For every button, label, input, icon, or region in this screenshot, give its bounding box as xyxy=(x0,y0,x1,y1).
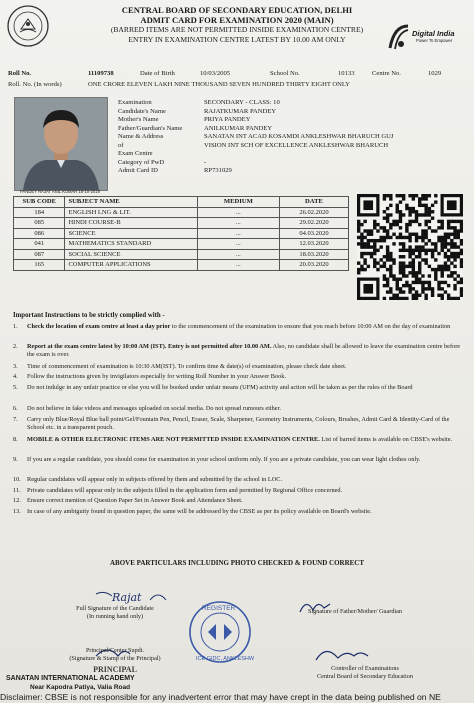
detail-value: RAJATKUMAR PANDEY xyxy=(204,107,277,115)
detail-label: Father/Guardian's Name xyxy=(118,124,183,132)
instruction-item xyxy=(13,323,465,331)
parent-signature-label: Signature of Father/Mother/ Guardian xyxy=(308,608,402,615)
instruction-item xyxy=(13,497,465,505)
barred-items-note: (BARRED ITEMS ARE NOT PERMITTED INSIDE EXAMINATION CENTRE) xyxy=(110,25,364,34)
subject-date: 26.02.2020 xyxy=(279,207,348,218)
col-date: DATE xyxy=(279,197,348,208)
detail-label: Admit Card ID xyxy=(118,167,158,174)
subject-medium: ... xyxy=(197,260,279,271)
board-name: CENTRAL BOARD OF SECONDARY EDUCATION, DELHI xyxy=(121,5,353,15)
instruction-item xyxy=(13,384,465,392)
school-stamp xyxy=(190,602,255,662)
subject-date: 20.03.2020 xyxy=(279,260,348,271)
col-sub-code: SUB CODE xyxy=(14,197,65,208)
instruction-item xyxy=(13,456,465,464)
instruction-number: 8. xyxy=(13,436,18,443)
principal-stamp-line2: SANATAN INTERNATIONAL ACADEMY xyxy=(6,675,135,682)
subject-row xyxy=(14,228,349,239)
instruction-text: Carry only Blue/Royal Blue ball point/Gel/Fountain Pen, Pencil, Eraser, Scale, Sharpener, Geometry Instruments, Colours, Brushes, Admit Card & Identity-Card of the School etc. in a transparent pouch. xyxy=(27,416,450,431)
photo-caption: PANDEY RAJAT ANIL KUMAR 16-10-2019 xyxy=(20,189,100,194)
instruction-item xyxy=(13,436,465,444)
instruction-text: Private candidates will appear only in the subjects filled in the application form and permitted by Regional Office concerned. xyxy=(27,487,343,494)
candidate-signature-label: Full Signature of the Candidate xyxy=(76,605,154,612)
subject-medium: ... xyxy=(197,249,279,260)
instruction-number: 3. xyxy=(13,363,18,370)
subject-code: 184 xyxy=(14,207,65,218)
instruction-number: 4. xyxy=(13,373,18,380)
subject-date: 18.03.2020 xyxy=(279,249,348,260)
stamp-top-text: REGISTER xyxy=(202,605,236,612)
subject-name: MATHEMATICS STANDARD xyxy=(65,239,197,250)
subject-name: ENGLISH LNG & LIT. xyxy=(65,207,197,218)
principal-stamp-line3: Near Kapodra Patiya, Valia Road xyxy=(30,684,131,691)
principal-stamp-line1: PRINCIPAL xyxy=(93,665,137,674)
instruction-number: 9. xyxy=(13,456,18,463)
detail-value: - xyxy=(204,158,207,166)
roll-words: ONE CRORE ELEVEN LAKH NINE THOUSAND SEVEN HUNDRED THIRTY EIGHT ONLY xyxy=(88,81,351,88)
instructions-heading: Important Instructions to be strictly complied with - xyxy=(13,312,165,319)
instruction-item xyxy=(13,405,465,413)
instruction-text: If you are a regular candidate, you should come for examination in your school uniform only. If you are a private candidate, you can wear light clothes only. xyxy=(27,456,421,463)
instruction-item xyxy=(13,416,465,432)
col-subject-name: SUBJECT NAME xyxy=(65,197,197,208)
subject-row xyxy=(14,218,349,229)
subject-name: SOCIAL SCIENCE xyxy=(65,249,197,260)
detail-value: VISION INT SCH OF EXCELLENCE ANKLESHWAR BHARUCH xyxy=(204,141,389,149)
instruction-text: Follow the instructions given by invigilators especially for writing Roll Number in your Answer Book. xyxy=(27,373,287,380)
digital-india-tagline: Power To Empower xyxy=(416,38,453,43)
instruction-number: 1. xyxy=(13,323,18,330)
school-number: 10133 xyxy=(338,70,355,77)
particulars-checked-note: ABOVE PARTICULARS INCLUDING PHOTO CHECKED & FOUND CORRECT xyxy=(109,559,365,567)
detail-label: Candidate's Name xyxy=(118,107,166,115)
subject-row xyxy=(14,207,349,218)
subject-code: 041 xyxy=(14,239,65,250)
subject-medium: ... xyxy=(197,228,279,239)
subject-medium: ... xyxy=(197,207,279,218)
instruction-text: MOBILE & OTHER ELECTRONIC ITEMS ARE NOT PERMITTED INSIDE EXAMINATION CENTRE. List of barred items is available on CBSE's website. xyxy=(27,436,453,443)
qr-code xyxy=(357,194,463,300)
subject-name: HINDI COURSE-B xyxy=(65,218,197,229)
subject-row xyxy=(14,260,349,271)
detail-label: Category of PwD xyxy=(118,158,165,166)
principal-label: Principal/Center Supdt. xyxy=(85,647,145,654)
digital-india-text: Digital India xyxy=(412,29,455,38)
roll-number: 11109738 xyxy=(88,70,114,77)
instruction-item xyxy=(13,487,465,495)
instruction-text: Regular candidates will appear only in subjects offered by them and submitted by the school in LOC. xyxy=(27,476,283,483)
candidate-signature-text: Rajat xyxy=(112,591,142,604)
subject-medium: ... xyxy=(197,239,279,250)
detail-value: ANILKUMAR PANDEY xyxy=(204,124,273,132)
disclaimer-text: Disclaimer: CBSE is not responsible for any inadvertent error that may have crept in the data being published on NE xyxy=(0,692,441,702)
instruction-item xyxy=(13,373,465,381)
detail-value: PRIYA PANDEY xyxy=(204,116,251,123)
subject-name: COMPUTER APPLICATIONS xyxy=(65,260,197,271)
principal-sublabel: (Signature & Stamp of the Principal) xyxy=(69,655,161,662)
detail-label: of xyxy=(118,141,124,149)
instruction-text: Time of commencement of examination is 10:30 AM(IST). To confirm time & date(s) of examination, please check date sheet. xyxy=(27,363,347,370)
dob-value: 10/03/2005 xyxy=(200,70,231,77)
controller-sublabel: Central Board of Secondary Education xyxy=(317,673,413,680)
subjects-header-row xyxy=(14,197,349,208)
detail-value: SECONDARY - CLASS: 10 xyxy=(204,99,280,106)
dob-label: Date of Birth xyxy=(140,70,175,77)
detail-value: SANATAN INT ACAD KOSAMDI ANKLESHWAR BHARUCH GUJ xyxy=(204,133,394,140)
controller-label: Controller of Examinations xyxy=(331,665,399,672)
candidate-signature-sublabel: (In running hand only) xyxy=(86,613,144,620)
instruction-text: Do not believe in fake videos and messages uploaded on social media. Do not spread rumours either. xyxy=(27,405,281,412)
subjects-table xyxy=(13,196,349,271)
instruction-number: 2. xyxy=(13,343,18,350)
detail-label: Examination xyxy=(118,99,152,106)
subject-row xyxy=(14,239,349,250)
centre-number: 1029 xyxy=(428,70,442,77)
detail-label: Exam Centre xyxy=(118,150,153,157)
instruction-number: 11. xyxy=(13,487,21,494)
admit-card-title: ADMIT CARD FOR EXAMINATION 2020 (MAIN) xyxy=(140,15,334,25)
instruction-number: 5. xyxy=(13,384,18,391)
subject-row xyxy=(14,249,349,260)
instruction-text: Ensure correct mention of Question Paper Set in Answer Book and Attendance Sheet. xyxy=(27,497,243,504)
roll-label: Roll No. xyxy=(8,70,32,77)
instruction-number: 10. xyxy=(13,476,21,483)
instruction-item xyxy=(13,508,465,516)
instruction-number: 6. xyxy=(13,405,18,412)
instruction-text: Report at the exam centre latest by 10:00 AM (IST). Entry is not permitted after 10.00 AM. Also, no candidate shall be allowed to leave the examination centre before the exam is over. xyxy=(27,343,461,358)
subject-medium: ... xyxy=(197,218,279,229)
detail-label: Name & Address xyxy=(118,133,164,140)
detail-value: RP731029 xyxy=(204,167,232,174)
subject-code: 085 xyxy=(14,218,65,229)
instruction-item xyxy=(13,476,465,484)
instruction-item xyxy=(13,363,465,371)
subject-name: SCIENCE xyxy=(65,228,197,239)
stamp-bottom-text: ICE GIDC, ANKLESHW xyxy=(196,656,255,662)
subject-code: 086 xyxy=(14,228,65,239)
instruction-item xyxy=(13,343,465,359)
detail-label: Mother's Name xyxy=(118,116,159,123)
school-label: School No. xyxy=(270,70,300,77)
subject-date: 29.02.2020 xyxy=(279,218,348,229)
centre-label: Centre No. xyxy=(372,70,401,77)
instruction-text: In case of any ambiguity found in question paper, the same will be addressed by the CBSE as per its policy available on Board's website. xyxy=(27,508,372,515)
col-medium: MEDIUM xyxy=(197,197,279,208)
instruction-number: 12. xyxy=(13,497,21,504)
candidate-photo xyxy=(14,97,108,191)
roll-words-label: Roll. No. (In words) xyxy=(8,81,62,88)
subject-date: 04.03.2020 xyxy=(279,228,348,239)
subject-code: 165 xyxy=(14,260,65,271)
instruction-number: 7. xyxy=(13,416,18,423)
controller-signature-mark xyxy=(316,651,368,660)
entry-time-note: ENTRY IN EXAMINATION CENTRE LATEST BY 10.00 AM ONLY xyxy=(128,35,346,44)
instruction-text: Do not indulge in any unfair practice or else you will be booked under unfair means (UFM) activity and action will be taken as per the rules of the Board xyxy=(27,384,413,391)
instruction-text: Check the location of exam centre at least a day prior to the commencement of the examination to ensure that you reach before 10:00 AM on the day of examination xyxy=(27,323,451,330)
instruction-number: 13. xyxy=(13,508,21,515)
subject-date: 12.03.2020 xyxy=(279,239,348,250)
subject-code: 087 xyxy=(14,249,65,260)
